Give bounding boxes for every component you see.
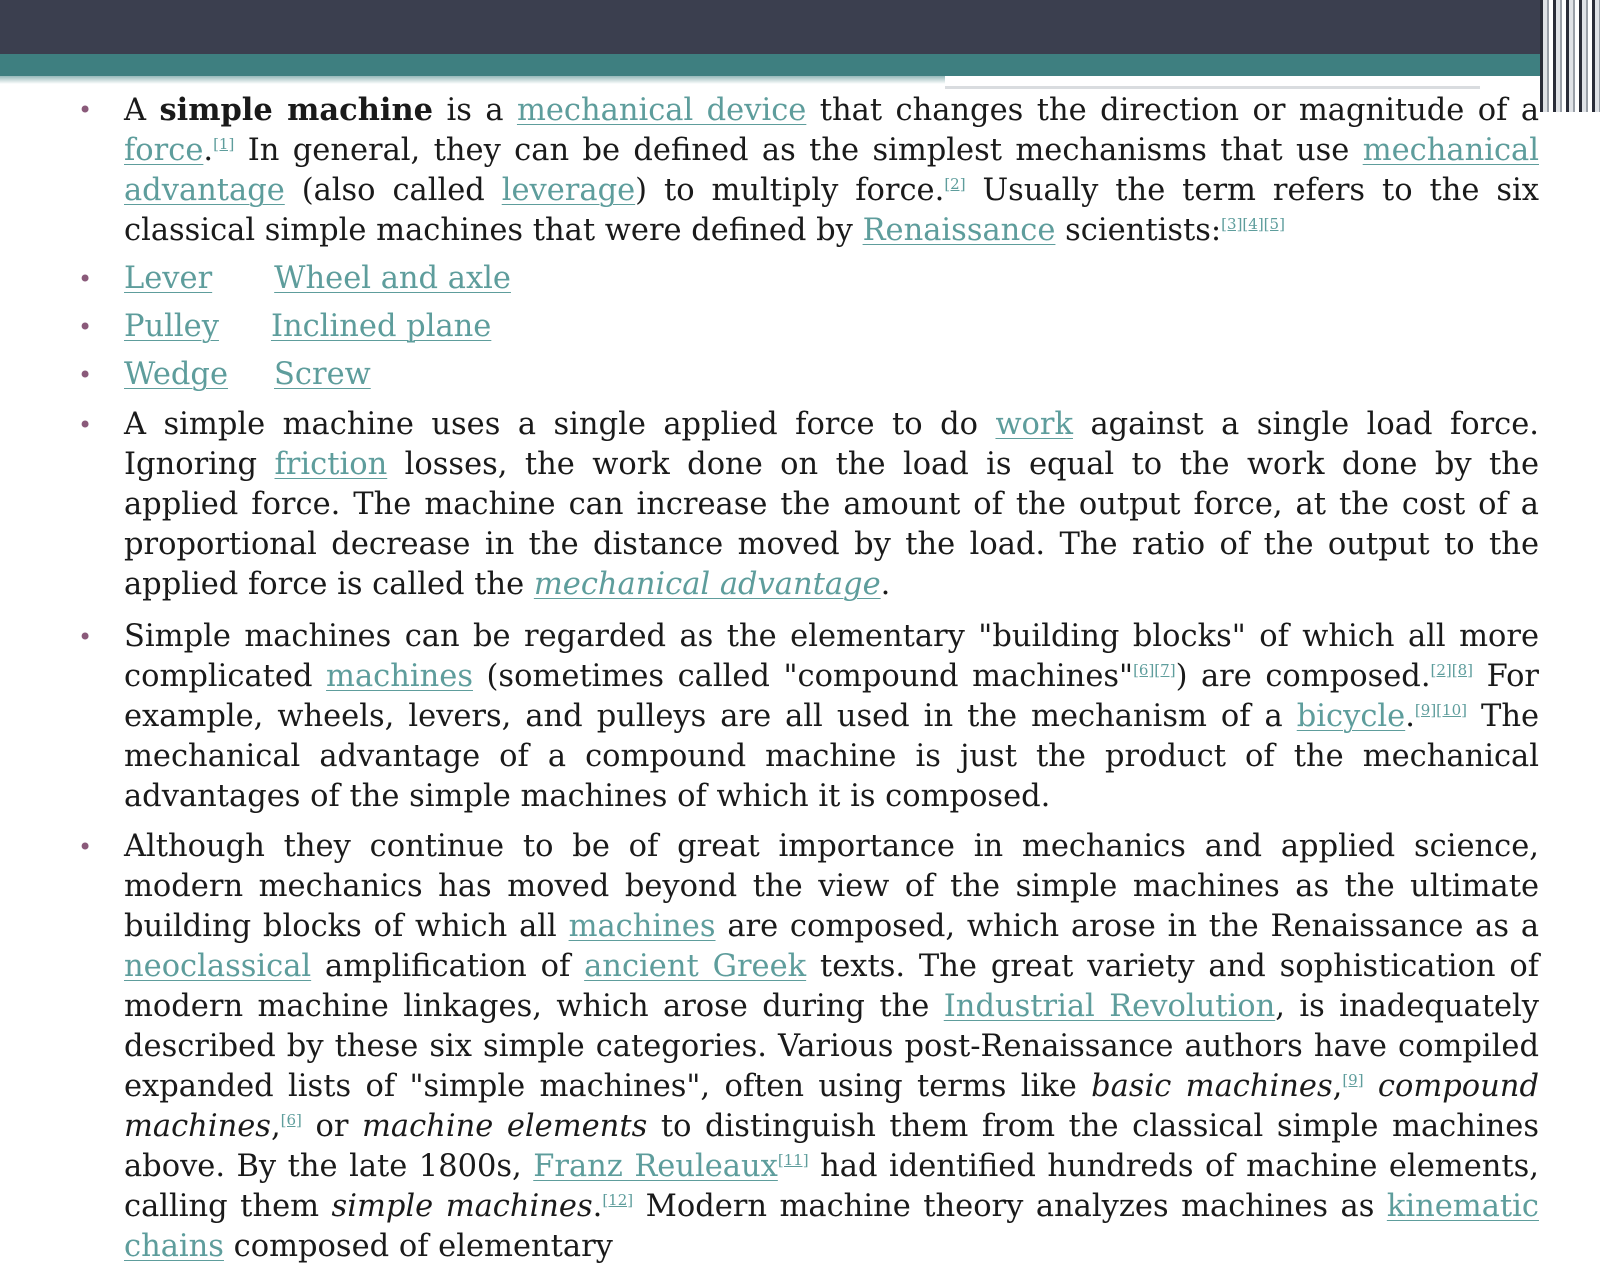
text: texts. The great variety and sophistication of modern machine linkages, which arose during the <box>124 949 1539 1024</box>
link-kinematic-chains[interactable]: kinematic chains <box>124 1189 1539 1264</box>
link-machines[interactable]: machines <box>568 909 716 944</box>
citation-link[interactable]: [3][4][5] <box>1221 214 1285 233</box>
link-mechanical-advantage[interactable]: mechanical advantage <box>533 567 881 602</box>
term-simple-machines: simple machines <box>331 1189 593 1224</box>
text: The mechanical advantage of a compound machine is just the product of the mechanical advantages of the simple machines of which it is composed. <box>124 699 1540 814</box>
link-force[interactable]: force <box>124 133 204 168</box>
text: amplification of <box>311 949 585 984</box>
term-basic-machines: basic machines <box>1091 1069 1333 1104</box>
text: or <box>301 1109 362 1144</box>
text: ) to multiply force. <box>635 173 945 208</box>
text: . <box>880 567 891 602</box>
text: . <box>203 133 214 168</box>
text: to distinguish them from the classical simple machines above. By the late 1800s, <box>124 1109 1539 1184</box>
text: losses, the work done on the load is equal to the work done by the applied force. The machine can increase the amount of the output force, at the cost of a proportional decrease in the distance moved by the load. The ratio of the output to the applied force is called the <box>124 447 1539 602</box>
citation-link[interactable]: [1] <box>213 134 235 153</box>
text: , <box>1332 1069 1343 1104</box>
text: Modern machine theory analyzes machines as <box>633 1189 1387 1224</box>
text: . <box>1405 699 1415 734</box>
text: (sometimes called "compound machines" <box>472 659 1134 694</box>
link-franz-reuleaux[interactable]: Franz Reuleaux <box>533 1149 778 1184</box>
text: For example, wheels, levers, and pulleys are all used in the mechanism of a <box>124 659 1540 734</box>
bullet-applied-force <box>124 405 1539 605</box>
link-bicycle[interactable]: bicycle <box>1296 699 1406 734</box>
citation-link[interactable]: [2] <box>944 174 966 193</box>
link-machines[interactable]: machines <box>326 659 473 694</box>
citation-link[interactable]: [6] <box>280 1110 302 1129</box>
text: Simple machines can be regarded as the elementary "building blocks" of which all more complicated <box>124 619 1539 694</box>
citation-link[interactable]: [9] <box>1342 1070 1364 1089</box>
text: Although they continue to be of great importance in mechanics and applied science, modern mechanics has moved beyond the view of the simple machines as the ultimate building blocks of which all <box>124 829 1539 944</box>
link-lever[interactable]: Lever <box>124 261 213 296</box>
text <box>1364 1069 1378 1104</box>
text: , <box>270 1109 281 1144</box>
slide-accent-bar <box>0 54 1600 76</box>
text: A simple machine uses a single applied force to do <box>124 407 996 442</box>
link-screw[interactable]: Screw <box>274 357 371 392</box>
link-work[interactable]: work <box>995 407 1073 442</box>
link-neoclassical[interactable]: neoclassical <box>124 949 312 984</box>
link-pulley[interactable]: Pulley <box>124 309 219 344</box>
bullet-machine-row <box>124 307 1539 347</box>
bullet-definition <box>124 90 1539 251</box>
link-mechanical-device[interactable]: mechanical device <box>516 93 807 128</box>
citation-link[interactable]: [9][10] <box>1414 700 1467 719</box>
text: composed of elementary <box>223 1229 613 1264</box>
link-leverage[interactable]: leverage <box>501 173 636 208</box>
bullet-machine-row <box>124 259 1539 299</box>
bullet-machine-row <box>124 355 1539 395</box>
link-inclined-plane[interactable]: Inclined plane <box>270 309 492 344</box>
text: that changes the direction or magnitude of a <box>806 93 1539 128</box>
text: , is inadequately described by these six simple categories. Various post-Renaissance authors have compiled expanded lists of "simple machines", often using terms like <box>124 989 1539 1104</box>
bullet-building-blocks <box>124 617 1539 817</box>
term-simple-machine: simple machine <box>159 92 434 128</box>
citation-link[interactable]: [6][7] <box>1133 660 1176 679</box>
link-wheel-and-axle[interactable]: Wheel and axle <box>274 261 511 296</box>
text: A <box>124 93 160 128</box>
text: (also called <box>284 173 502 208</box>
citation-link[interactable]: [11] <box>777 1150 809 1169</box>
bullet-modern-mechanics <box>124 827 1539 1267</box>
link-industrial-revolution[interactable]: Industrial Revolution <box>943 989 1276 1024</box>
text: is a <box>433 93 517 128</box>
link-friction[interactable]: friction <box>274 447 388 482</box>
link-ancient-greek[interactable]: ancient Greek <box>584 949 807 984</box>
link-renaissance[interactable]: Renaissance <box>862 213 1056 248</box>
link-mechanical-advantage[interactable]: mechanical advantage <box>124 133 1539 208</box>
link-wedge[interactable]: Wedge <box>124 357 229 392</box>
text: ) are composed. <box>1175 659 1431 694</box>
text: had identified hundreds of machine elements, calling them <box>124 1149 1540 1224</box>
citation-link[interactable]: [2][8] <box>1430 660 1474 679</box>
text: . <box>592 1189 603 1224</box>
text: In general, they can be defined as the simplest mechanisms that use <box>234 133 1363 168</box>
term-compound-machines: compound machines <box>124 1069 1539 1144</box>
text: are composed, which arose in the Renaissance as a <box>715 909 1540 944</box>
text: Usually the term refers to the six classical simple machines that were defined by <box>124 173 1539 248</box>
slide-header-bar <box>0 0 1600 54</box>
term-machine-elements: machine elements <box>362 1109 648 1144</box>
citation-link[interactable]: [12] <box>602 1190 634 1209</box>
text: against a single load force. Ignoring <box>124 407 1539 482</box>
slide-content <box>0 80 1560 1267</box>
text: scientists: <box>1055 213 1222 248</box>
